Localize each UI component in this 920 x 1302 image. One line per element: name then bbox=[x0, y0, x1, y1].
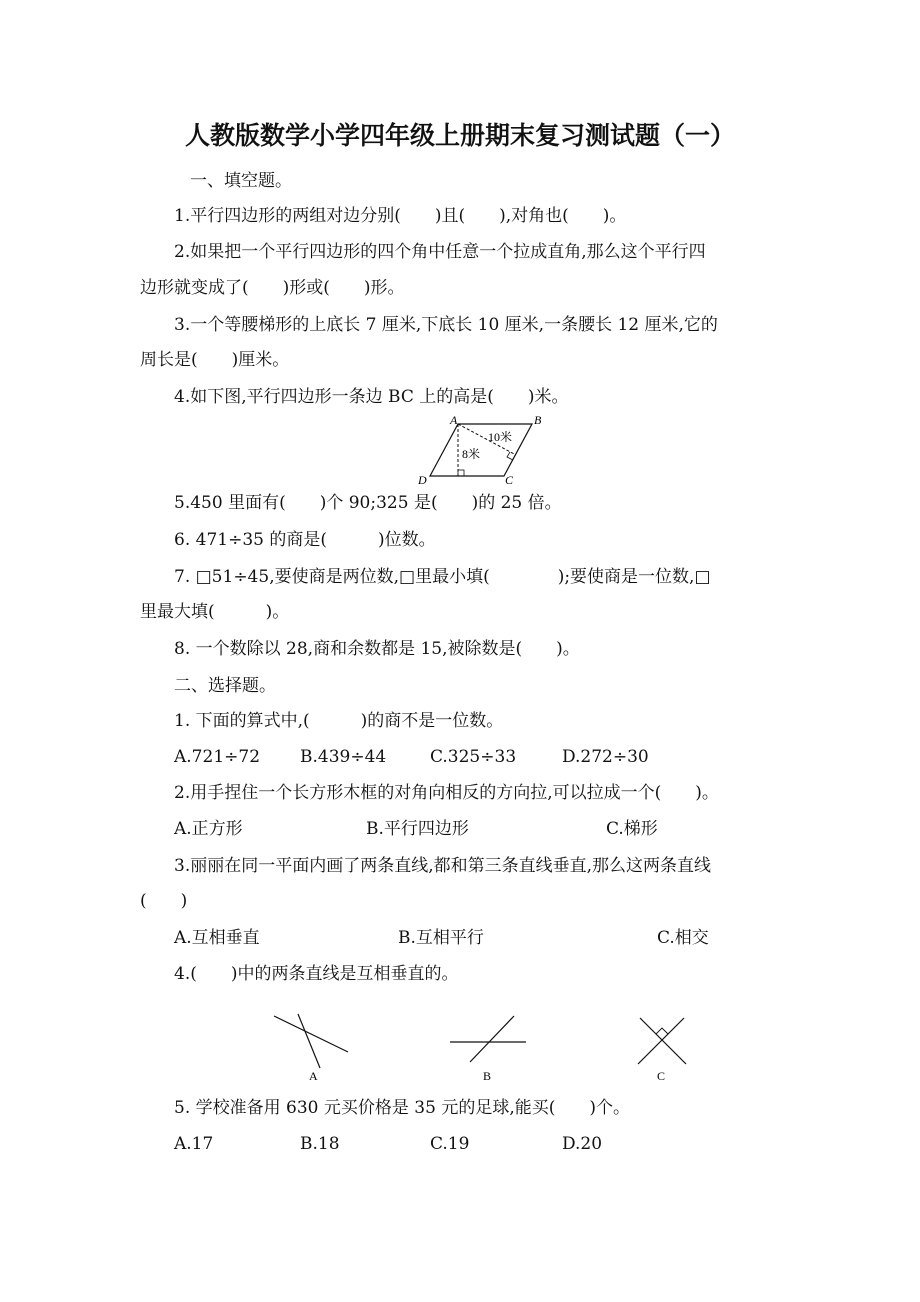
figure-label-a: A bbox=[309, 1069, 318, 1083]
q2-2-option-b: B.平行四边形 bbox=[366, 819, 469, 839]
figure-label-c: C bbox=[657, 1069, 666, 1083]
section-heading-choice: 二、选择题。 bbox=[174, 676, 276, 696]
question-1-1: 1.平行四边形的两组对边分别( )且( ),对角也( )。 bbox=[174, 206, 627, 226]
q2-2-option-a: A.正方形 bbox=[174, 819, 243, 839]
q2-5-option-a: A.17 bbox=[174, 1134, 214, 1154]
question-2-3-line1: 3.丽丽在同一平面内画了两条直线,都和第三条直线垂直,那么这两条直线 bbox=[174, 856, 712, 876]
parallelogram-figure bbox=[410, 410, 550, 488]
question-1-2-line2: 边形就变成了( )形或( )形。 bbox=[140, 278, 405, 298]
q2-1-option-c: C.325÷33 bbox=[430, 747, 517, 767]
question-2-2: 2.用手捏住一个长方形木框的对角向相反的方向拉,可以拉成一个( )。 bbox=[174, 783, 719, 803]
section-heading-fill-blank: 一、填空题。 bbox=[190, 171, 292, 191]
page-title: 人教版数学小学四年级上册期末复习测试题（一） bbox=[184, 121, 735, 150]
question-1-5: 5.450 里面有( )个 90;325 是( )的 25 倍。 bbox=[174, 493, 562, 513]
question-2-1: 1. 下面的算式中,( )的商不是一位数。 bbox=[174, 711, 504, 731]
question-2-5: 5. 学校准备用 630 元买价格是 35 元的足球,能买( )个。 bbox=[174, 1098, 630, 1118]
figure-label-b: B bbox=[483, 1069, 492, 1083]
right-angle-mark-d bbox=[458, 470, 464, 476]
vertex-d: D bbox=[418, 473, 427, 487]
figure-c bbox=[638, 1018, 686, 1083]
question-1-3-line2: 周长是( )厘米。 bbox=[140, 350, 290, 370]
label-10m: 10米 bbox=[488, 430, 513, 444]
q2-5-option-c: C.19 bbox=[430, 1134, 470, 1154]
q2-1-option-b: B.439÷44 bbox=[300, 747, 387, 767]
question-1-2-line1: 2.如果把一个平行四边形的四个角中任意一个拉成直角,那么这个平行四 bbox=[174, 242, 706, 262]
q2-1-option-a: A.721÷72 bbox=[174, 747, 261, 767]
figure-b bbox=[450, 1016, 526, 1083]
q2-3-option-b: B.互相平行 bbox=[398, 928, 484, 948]
vertex-b: B bbox=[534, 413, 542, 427]
q2-3-option-c: C.相交 bbox=[657, 928, 709, 948]
question-1-7-line2: 里最大填( )。 bbox=[140, 602, 290, 622]
q2-2-option-c: C.梯形 bbox=[606, 819, 658, 839]
q2-5-option-b: B.18 bbox=[300, 1134, 340, 1154]
label-8m: 8米 bbox=[462, 447, 481, 461]
vertex-c: C bbox=[505, 473, 514, 487]
q2-1-option-d: D.272÷30 bbox=[562, 747, 649, 767]
q2-5-option-d: D.20 bbox=[562, 1134, 603, 1154]
vertex-a: A bbox=[450, 413, 458, 427]
question-2-4: 4.( )中的两条直线是互相垂直的。 bbox=[174, 964, 459, 984]
parallelogram-shape bbox=[430, 424, 532, 476]
question-1-6: 6. 471÷35 的商是( )位数。 bbox=[174, 530, 436, 550]
question-1-3-line1: 3.一个等腰梯形的上底长 7 厘米,下底长 10 厘米,一条腰长 12 厘米,它的 bbox=[174, 315, 718, 335]
question-2-3-line2: ( ) bbox=[140, 891, 188, 911]
lines-figure bbox=[260, 1008, 700, 1086]
question-1-8: 8. 一个数除以 28,商和余数都是 15,被除数是( )。 bbox=[174, 639, 580, 659]
q2-3-option-a: A.互相垂直 bbox=[174, 928, 260, 948]
question-1-7-line1: 7. □51÷45,要使商是两位数,□里最小填( );要使商是一位数,□ bbox=[174, 567, 711, 587]
figure-a bbox=[274, 1014, 348, 1083]
question-1-4: 4.如下图,平行四边形一条边 BC 上的高是( )米。 bbox=[174, 387, 569, 407]
